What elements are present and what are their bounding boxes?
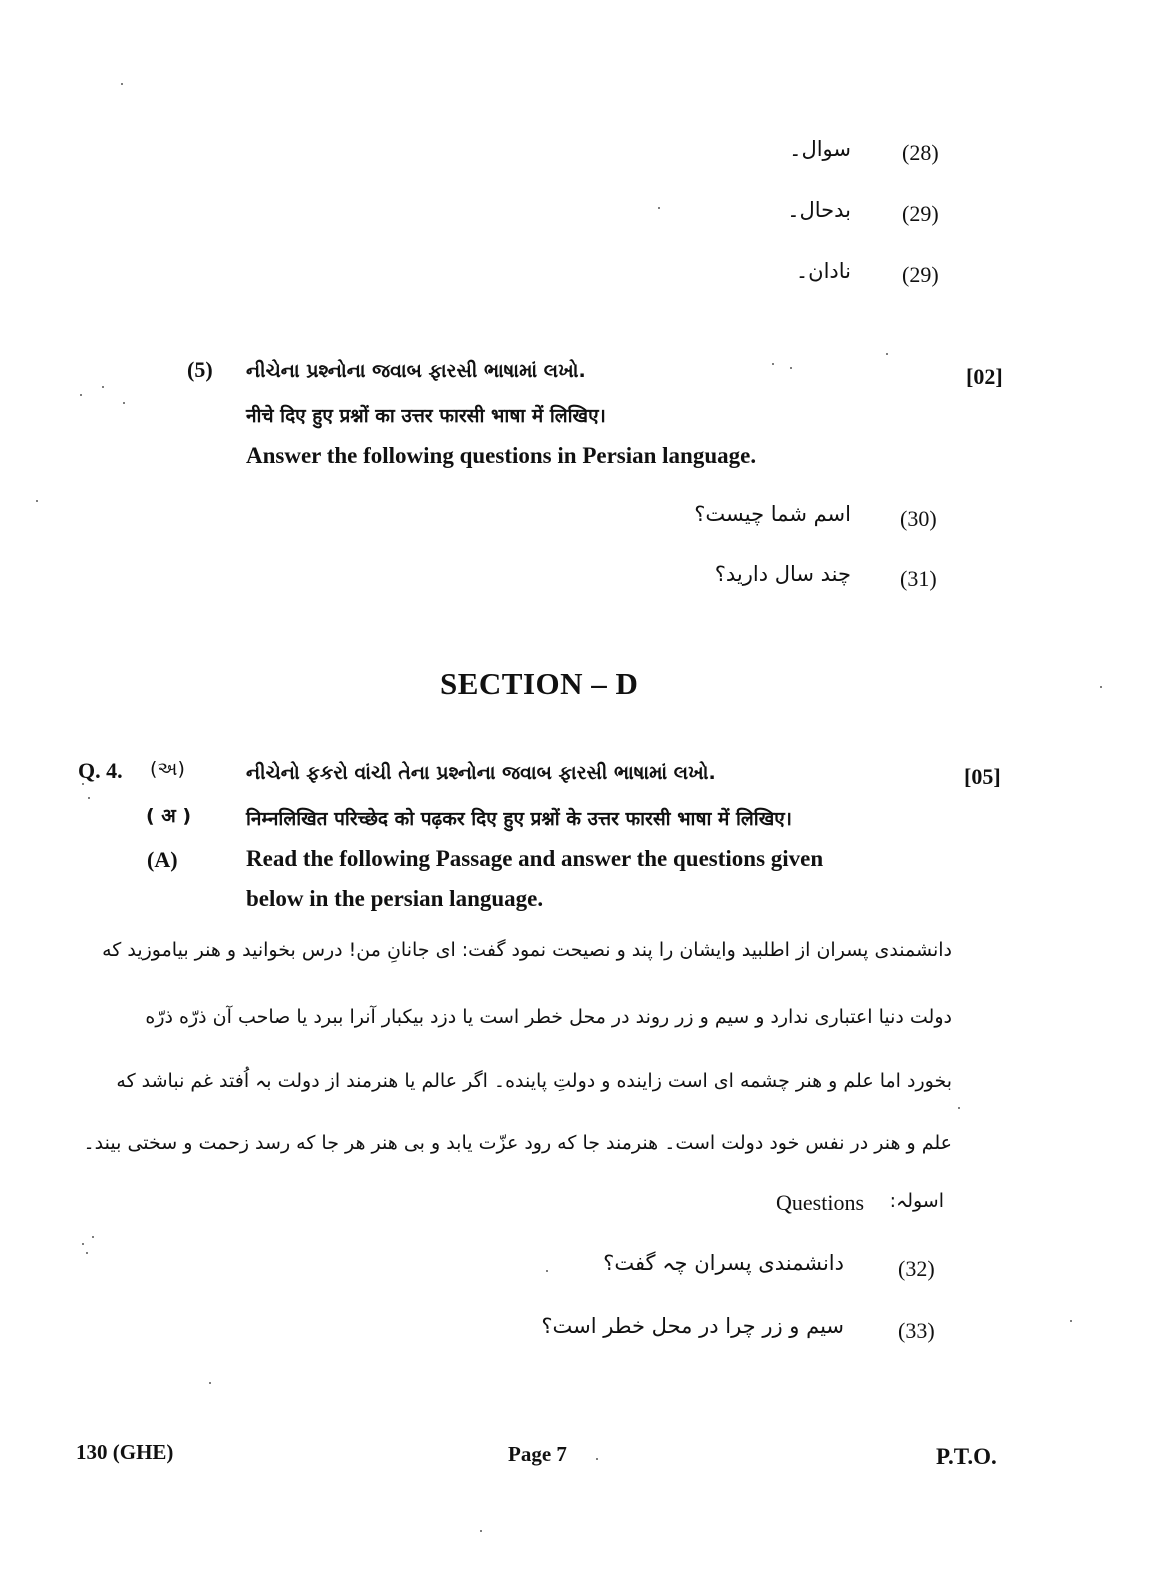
passage-line: دولت دنیا اعتباری ندارد و سیم و زر روند در محل خطر است یا دزد بیکبار آنرا ببرد یا صاحب آن ذرّه ذرّه [145, 1006, 952, 1028]
question-text: اسم شما چیست؟ [694, 502, 851, 526]
questions-label-urdu: اسولہ: [889, 1190, 944, 1212]
question-text: چند سال دارید؟ [714, 562, 851, 586]
vocab-word: نادان۔ [795, 259, 851, 283]
marks-badge: [02] [966, 364, 1003, 389]
question-text: سیم و زر چرا در محل خطر است؟ [541, 1314, 844, 1338]
sub-label-english: (A) [147, 847, 178, 872]
sub-label-gujarati: (અ) [150, 758, 185, 780]
question-number: (28) [902, 140, 939, 165]
passage-line: علم و هنر در نفس خود دولت است۔ هنرمند جا که رود عزّت یابد و بی هنر هر جا که رسد زحمت و سختی بیند۔ [83, 1132, 952, 1154]
question-text: دانشمندی پسران چہ گفت؟ [603, 1251, 844, 1275]
instruction-gujarati: નીચેનો ફકરો વાંચી તેના પ્રશ્નોના જવાબ ફારસી ભાષામાં લખો. [246, 762, 716, 784]
questions-label-english: Questions [776, 1190, 864, 1215]
question-number: (29) [902, 262, 939, 287]
instruction-english: Answer the following questions in Persian language. [246, 443, 757, 468]
passage-line: دانشمندی پسران از اطلبید وایشان را پند و نصیحت نمود گفت: ای جانانِ من! درس بخوانید و هنر بیاموزید که [102, 939, 952, 961]
question-number: (30) [900, 506, 937, 531]
question-number: (33) [898, 1318, 935, 1343]
page-number: Page 7 [508, 1442, 567, 1466]
instruction-english-line2: below in the persian language. [246, 886, 544, 911]
marks-badge: [05] [964, 764, 1001, 789]
instruction-hindi: नीचे दिए हुए प्रश्नों का उत्तर फारसी भाषा में लिखिए। [246, 405, 606, 427]
vocab-word: سوال۔ [789, 137, 851, 161]
instruction-english-line1: Read the following Passage and answer the questions given [246, 846, 824, 871]
instruction-hindi: निम्नलिखित परिच्छेद को पढ़कर दिए हुए प्रश्नों के उत्तर फारसी भाषा में लिखिए। [246, 808, 792, 830]
section-title: SECTION – D [440, 666, 639, 701]
instruction-gujarati: નીચેના પ્રશ્નોના જવાબ ફારસી ભાષામાં લખો. [246, 360, 586, 382]
question-label: Q. 4. [78, 758, 123, 783]
passage-line: بخورد اما علم و هنر چشمه ای است زاینده و دولتِ پاینده۔ اگر عالم یا هنرمند از دولت بہ اُفتد غم نباشد که [116, 1070, 952, 1092]
vocab-word: بدحال۔ [787, 198, 851, 222]
question-number: (32) [898, 1256, 935, 1281]
question-number: (31) [900, 566, 937, 591]
question-number: (29) [902, 201, 939, 226]
sub-label-hindi: ( अ ) [146, 805, 192, 827]
pto-label: P.T.O. [936, 1444, 997, 1469]
question-number: (5) [187, 357, 213, 382]
paper-code: 130 (GHE) [76, 1440, 174, 1464]
